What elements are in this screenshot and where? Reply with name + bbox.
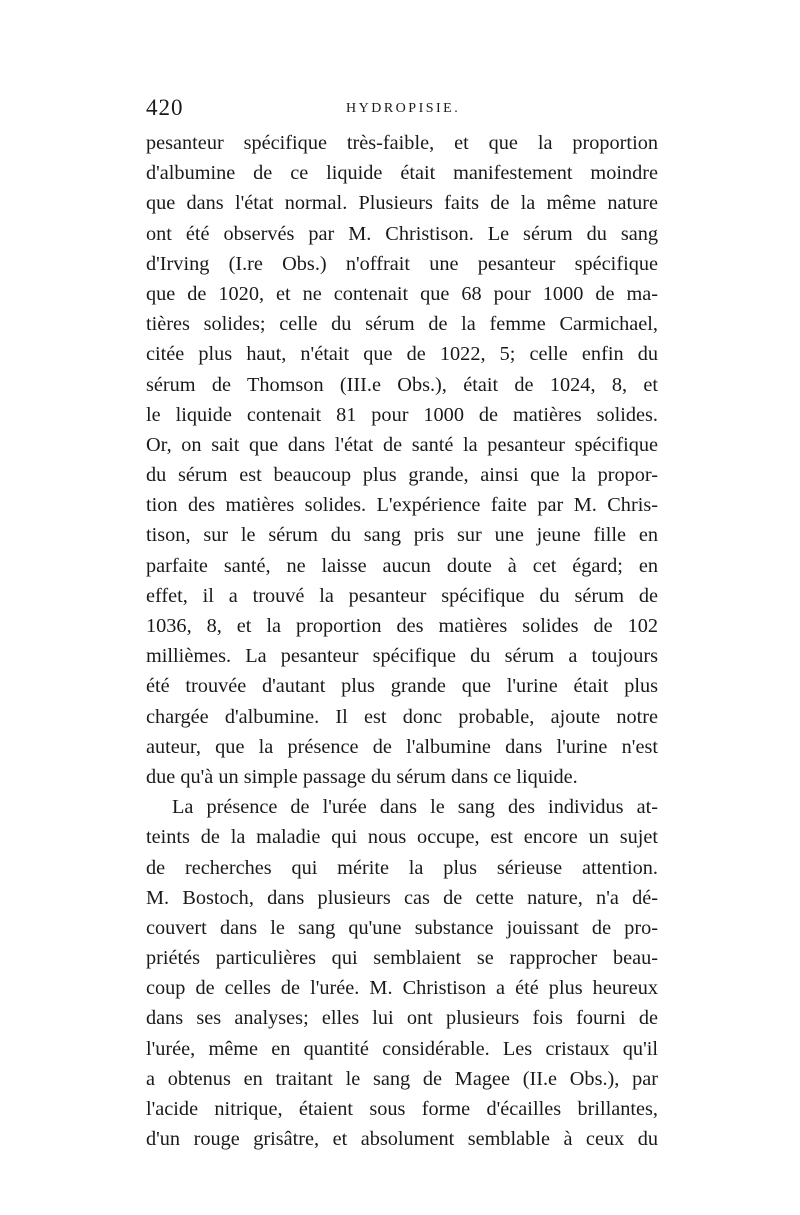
text-line: tières solides; celle du sérum de la femme Carmichael, (146, 313, 658, 336)
text-line: été trouvée d'autant plus grande que l'urine était plus (146, 675, 658, 698)
text-line: chargée d'albumine. Il est donc probable, ajoute notre (146, 705, 658, 728)
text-line: priétés particulières qui semblaient se rapprocher beau- (146, 947, 658, 970)
running-head: HYDROPISIE. (346, 101, 461, 116)
text-line: dans ses analyses; elles lui ont plusieurs fois fourni de (146, 1007, 658, 1030)
text-line: couvert dans le sang qu'une substance jouissant de pro- (146, 916, 658, 939)
text-line: 1036, 8, et la proportion des matières solides de 102 (146, 615, 658, 637)
text-line: citée plus haut, n'était que de 1022, 5; celle enfin du (146, 343, 658, 366)
text-line: l'acide nitrique, étaient sous forme d'écailles brillantes, (146, 1098, 658, 1120)
text-line: due qu'à un simple passage du sérum dans ce liquide. (146, 765, 578, 788)
text-line: sérum de Thomson (III.e Obs.), était de 1024, 8, et (146, 373, 658, 396)
text-line: de recherches qui mérite la plus sérieuse attention. (146, 856, 658, 879)
text-line: tion des matières solides. L'expérience faite par M. Chris- (146, 494, 658, 517)
body-text (146, 128, 658, 1154)
text-line: a obtenus en traitant le sang de Magee (II.e Obs.), par (146, 1067, 658, 1090)
text-line: tison, sur le sérum du sang pris sur une jeune fille en (146, 524, 658, 547)
text-line: que de 1020, et ne contenait que 68 pour 1000 de ma- (146, 282, 658, 305)
page-number: 420 (146, 95, 184, 120)
text-line: coup de celles de l'urée. M. Christison a été plus heureux (146, 977, 658, 1000)
text-line: effet, il a trouvé la pesanteur spécifique du sérum de (146, 584, 658, 607)
text-line: du sérum est beaucoup plus grande, ainsi que la propor- (146, 464, 658, 487)
text-line: millièmes. La pesanteur spécifique du sérum a toujours (146, 645, 658, 668)
text-line: que dans l'état normal. Plusieurs faits de la même nature (146, 192, 658, 215)
text-line: M. Bostoch, dans plusieurs cas de cette nature, n'a dé- (146, 886, 658, 909)
text-line: d'albumine de ce liquide était manifestement moindre (146, 162, 658, 185)
text-line: d'un rouge grisâtre, et absolument semblable à ceux du (146, 1128, 658, 1151)
text-line: d'Irving (I.re Obs.) n'offrait une pesanteur spécifique (146, 252, 658, 275)
paragraph-start-line: La présence de l'urée dans le sang des individus at- (172, 796, 658, 819)
text-line: le liquide contenait 81 pour 1000 de matières solides. (146, 403, 658, 426)
text-line: teints de la maladie qui nous occupe, est encore un sujet (146, 826, 658, 849)
text-line: parfaite santé, ne laisse aucun doute à cet égard; en (146, 554, 658, 577)
text-line: Or, on sait que dans l'état de santé la pesanteur spécifique (146, 433, 658, 456)
text-line: auteur, que la présence de l'albumine dans l'urine n'est (146, 735, 658, 758)
page-header (146, 95, 658, 121)
text-line: ont été observés par M. Christison. Le sérum du sang (146, 222, 658, 245)
text-line: l'urée, même en quantité considérable. Les cristaux qu'il (146, 1037, 658, 1060)
text-line: pesanteur spécifique très-faible, et que la proportion (146, 132, 658, 154)
